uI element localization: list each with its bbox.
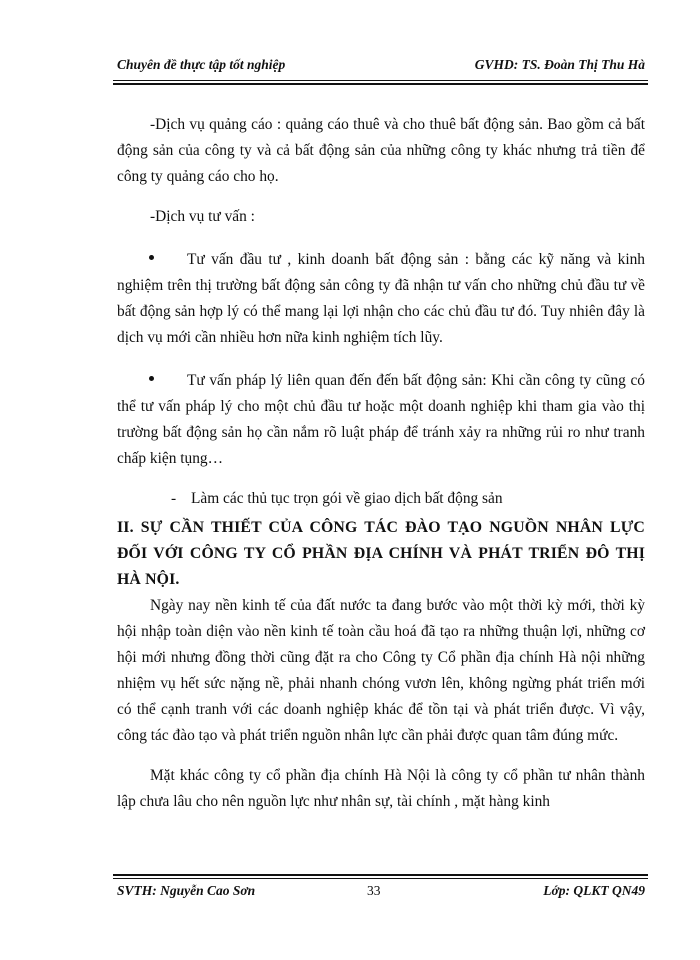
paragraph-consulting-service: -Dịch vụ tư vấn :: [150, 208, 255, 225]
footer-rule-thick: [113, 874, 648, 876]
paragraph-necessity: Ngày nay nền kinh tế của đất nước ta đang bước vào một thời kỳ mới, thời kỳ hội nhập toàn diện vào nền kinh tế toàn cầu hoá đã tạo ra những thuận lợi, những cơ hội mới nhưng đồng thời cũng đặt ra cho Công ty Cổ phần địa chính Hà nội những nhiệm vụ hết sức nặng nề, phải nhanh chóng vươn lên, không ngừng phát triển mới có thể cạnh tranh với các doanh nghiệp khác để tồn tại và phát triển được. Vì vậy, công tác đào tạo và phát triển nguồn nhân lực cần phải được quan tâm đúng mức.: [117, 597, 645, 744]
page-header: [117, 55, 645, 77]
header-supervisor: GVHD: TS. Đoàn Thị Thu Hà: [474, 57, 645, 72]
bullet-item-legal-consulting: [117, 368, 645, 472]
bullet-icon: [149, 376, 154, 381]
paragraph-advertising-service: -Dịch vụ quảng cáo : quảng cáo thuê và cho thuê bất động sản. Bao gồm cả bất động sản của công ty và cả bất động sản của những công ty khác nhưng trả tiền để công ty quảng cáo cho họ.: [117, 116, 645, 185]
bullet-text: Tư vấn đầu tư , kinh doanh bất động sản : bằng các kỹ năng và kinh nghiệm trên thị trường bất động sản công ty đã nhận tư vấn cho những chủ đầu tư về bất động sản hợp lý có thể mang lại lợi nhận cho các chủ đầu tư đó. Tuy nhiên đây là dịch vụ mới cần nhiều hơn nữa kinh nghiệm tích lũy.: [117, 251, 645, 346]
page-body: [117, 112, 645, 815]
header-rule-thick: [113, 83, 648, 85]
dash-text: Làm các thủ tục trọn gói về giao dịch bất động sản: [191, 490, 503, 507]
section-heading: II. SỰ CẦN THIẾT CỦA CÔNG TÁC ĐÀO TẠO NGUỒN NHÂN LỰC ĐỐI VỚI CÔNG TY CỔ PHẦN ĐỊA CHÍNH VÀ PHÁT TRIỂN ĐÔ THỊ HÀ NỘI.: [117, 519, 645, 588]
footer-student: SVTH: Nguyễn Cao Sơn: [117, 883, 256, 898]
header-document-title: Chuyên đề thực tập tốt nghiệp: [117, 57, 286, 72]
dash-item-package-procedures: [117, 486, 645, 512]
paragraph-company-background: Mặt khác công ty cổ phần địa chính Hà Nội là công ty cổ phần tư nhân thành lập chưa lâu cho nên nguồn lực như nhân sự, tài chính , mặt hàng kinh: [117, 767, 645, 810]
page-number: 33: [367, 883, 381, 898]
bullet-icon: [149, 255, 154, 260]
bullet-text: Tư vấn pháp lý liên quan đến đến bất động sản: Khi cần công ty cũng có thể tư vấn pháp lý cho một chủ đầu tư hoặc một doanh nghiệp khi tham gia vào thị trường bất động sản họ cần nắm rõ luật pháp để tránh xảy ra những rủi ro như tranh chấp kiện tụng…: [117, 372, 645, 467]
footer-class: Lớp: QLKT QN49: [543, 883, 645, 898]
header-rule-thin: [113, 80, 648, 81]
footer-rule-thin: [113, 878, 648, 879]
bullet-item-investment-consulting: [117, 247, 645, 351]
dash-icon: -: [171, 490, 177, 507]
